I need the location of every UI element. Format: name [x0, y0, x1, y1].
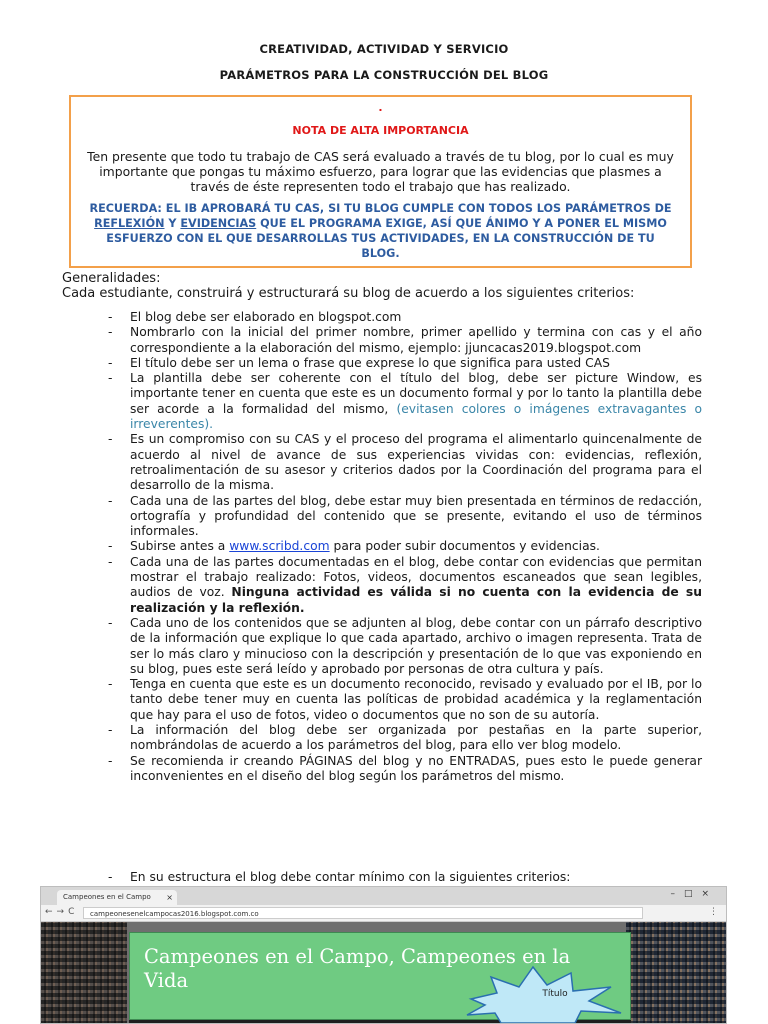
- note-reminder: [89, 201, 672, 261]
- close-icon[interactable]: ×: [166, 893, 173, 902]
- list-item: - Tenga en cuenta que este es un documento reconocido, revisado y evaluado por el IB, por lo tanto debe tener muy en cuenta las políticas de probidad académica y la reglamentación que hay para el uso de fotos, video o documentos que no son de su autoría.: [108, 677, 702, 723]
- list-item: - Cada una de las partes del blog, debe estar muy bien presentada en términos de redacción, ortografía y profundidad del contenido que se presente, evitando el uso de términos informales.: [108, 494, 702, 540]
- note-dot: .: [378, 101, 383, 114]
- list-item: - Se recomienda ir creando PÁGINAS del blog y no ENTRADAS, pues esto le puede generar inconvenientes en el diseño del blog según los parámetros del mismo.: [108, 754, 702, 785]
- generalities-intro: Cada estudiante, construirá y estructurará su blog de acuerdo a los siguientes criterios:: [62, 285, 635, 301]
- navigation-icons[interactable]: ←→C: [45, 907, 79, 917]
- crowd-image-left: [41, 922, 127, 1024]
- generalities: [62, 272, 634, 301]
- crowd-image-right: [626, 922, 726, 1024]
- blog-screenshot: [40, 886, 727, 1024]
- url-field[interactable]: campeonesenelcampocas2016.blogspot.com.co: [83, 907, 643, 919]
- window-controls-icon[interactable]: –□×: [670, 889, 718, 899]
- list-item-emphasis: Ninguna actividad es válida si no cuenta con la evidencia de su realización y la reflexión.: [130, 585, 702, 615]
- note-reminder-text: Y: [164, 217, 181, 230]
- list-item: - La información del blog debe ser organizada por pestañas en la parte superior, nombrándolas de acuerdo a los parámetros del blog, para ello ver blog modelo.: [108, 723, 702, 754]
- browser-address-bar: [41, 905, 726, 922]
- criteria-list: [108, 310, 702, 784]
- important-note-box: [69, 95, 692, 268]
- document-subtitle: PARÁMETROS PARA LA CONSTRUCCIÓN DEL BLOG: [219, 68, 549, 82]
- list-item: - Cada uno de los contenidos que se adjunten al blog, debe contar con un párrafo descriptivo de la información que explique lo que cada apartado, archivo o imagen representa. Trata de ser lo más claro y minucioso con la descripción y presentación de lo que vas exponiendo en su blog, pues este será leído y aprobado por personas de otra cultura y país.: [108, 616, 702, 677]
- generalities-heading: Generalidades:: [62, 271, 161, 286]
- list-item: - Es un compromiso con su CAS y el proceso del programa el alimentarlo quincenalmente de acuerdo al nivel de avance de sus experiencias vividas con: evidencias, reflexión, retroalimentación de su asesor y criterios dados por la Coordinación del programa para el desarrollo de la misma.: [108, 432, 702, 493]
- note-title: NOTA DE ALTA IMPORTANCIA: [292, 124, 469, 137]
- browser-tabbar: [41, 887, 726, 905]
- tab-label: Campeones en el Campo: [63, 893, 151, 901]
- list-item: - El título debe ser un lema o frase que exprese lo que significa para usted CAS: [108, 356, 702, 371]
- note-evidencias: EVIDENCIAS: [180, 217, 257, 230]
- list-item-text: Cada una de las partes documentadas en el blog, debe contar con evidencias que permitan mostrar el trabajo realizado: Fotos, videos, documentos escaneados que sean legibles, audios de voz.: [130, 554, 702, 600]
- list-item: - En su estructura el blog debe contar mínimo con la siguientes criterios:: [108, 870, 724, 885]
- list-item: [108, 371, 702, 432]
- note-reminder-text: RECUERDA: EL IB APROBARÁ TU CAS, SI TU BLOG CUMPLE CON TODOS LOS PARÁMETROS DE: [89, 202, 672, 215]
- menu-icon[interactable]: ⋮: [709, 907, 718, 917]
- list-item-text: La plantilla debe ser coherente con el título del blog, debe ser picture Window, es importante tener en cuenta que este es un documento formal y por lo tanto la plantilla debe ser acorde a la formalidad del mismo,: [130, 371, 702, 416]
- callout-label: Título: [542, 989, 568, 999]
- scribd-link[interactable]: www.scribd.com: [229, 539, 330, 554]
- note-reflexion: REFLEXIÓN: [94, 217, 165, 230]
- list-item: [108, 555, 702, 616]
- note-reminder-text: QUE EL PROGRAMA EXIGE, ASÍ QUE ÁNIMO Y A PONER EL MISMO ESFUERZO CON EL QUE DESARROLLAS TUS ACTIVIDADES, EN LA CONSTRUCCIÓN DE TU BLOG.: [106, 217, 667, 260]
- list-item-text: Subirse antes a: [130, 539, 230, 554]
- list-item-text: para poder subir documentos y evidencias.: [329, 539, 600, 554]
- list-item: [108, 539, 702, 554]
- list-item-note: (evitasen colores o imágenes extravagantes o irreverentes).: [130, 401, 702, 432]
- browser-tab[interactable]: [57, 890, 177, 905]
- list-item: - El blog debe ser elaborado en blogspot.com: [108, 310, 702, 325]
- blog-title: Campeones en el Campo, Campeones en la Vida: [144, 945, 571, 992]
- list-item: - Nombrarlo con la inicial del primer nombre, primer apellido y termina con cas y el año correspondiente a la elaboración del mismo, ejemplo: jjuncacas2019.blogspot.com: [108, 325, 702, 356]
- note-body: Ten presente que todo tu trabajo de CAS será evaluado a través de tu blog, por lo cual es muy importante que pongas tu máximo esfuerzo, para lograr que las evidencias que plasmes a través de éste representen todo el trabajo que has realizado.: [87, 149, 674, 194]
- document-title: CREATIVIDAD, ACTIVIDAD Y SERVICIO: [259, 42, 509, 56]
